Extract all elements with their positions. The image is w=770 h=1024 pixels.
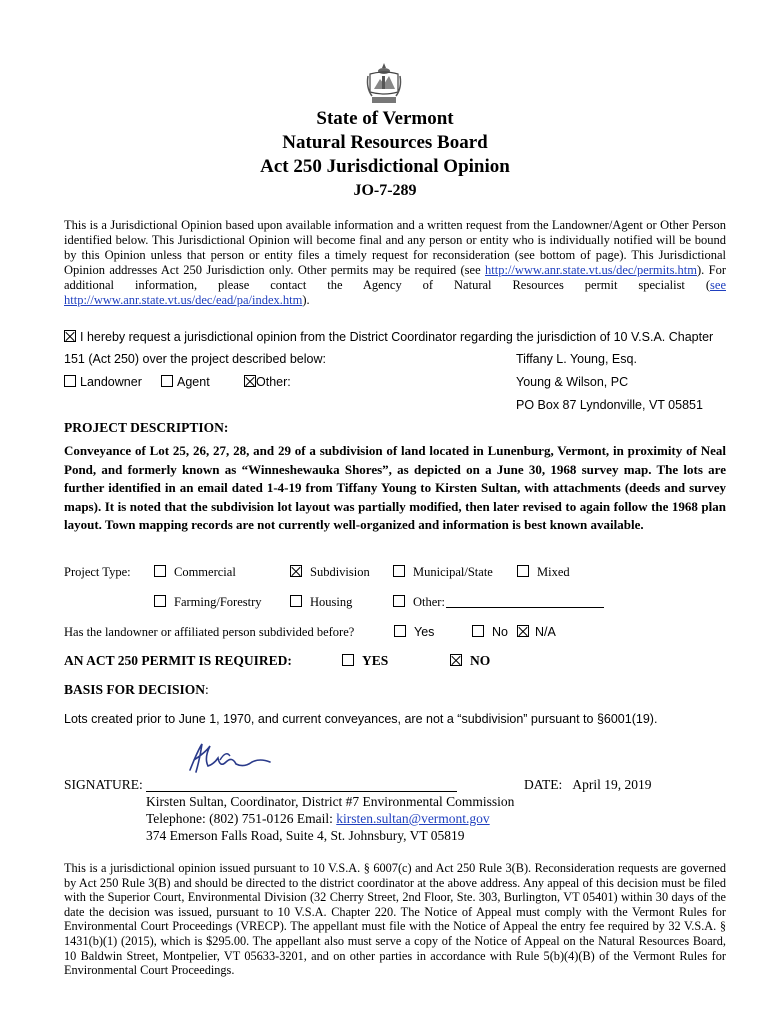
project-description: Conveyance of Lot 25, 26, 27, 28, and 29 of a subdivision of land located in Lunenburg, Vermont, in proximity of Neal Pond, and formerly known as “Winneshewauka Shores”, as depicted on a June 30, 1968 survey map. The lots are further identified in an email dated 1-4-19 from Tiffany Young to Kirsten Sultan, with attachments (deeds and survey maps). It is noted that the subdivision lot layout was partially modified, then later revised to again follow the 1968 plan layout. Town mapping records are not currently well-organized and information is best known available. [64, 443, 726, 532]
housing-label: Housing [310, 595, 353, 609]
opinion-number: JO-7-289 [353, 182, 417, 199]
office-address: 374 Emerson Falls Road, Suite 4, St. Johnsbury, VT 05819 [146, 828, 465, 843]
subdivided-na-label: N/A [535, 625, 556, 639]
farming-checkbox[interactable] [154, 595, 166, 607]
intro-text-a: This is a Jurisdictional Opinion based upon available information and a written request from the Landowner/Agent or Other Person identified below. This Jurisdictional Opinion will become final and any person or entity who is individually notified will be bound by this Opinion unless that person or entity files a timely request for reconsideration (see bottom of page). This Jurisdictional Opinion addresses Act 250 Jurisdiction only. Other permits may be required (see [64, 218, 726, 277]
type-subdivision[interactable] [290, 565, 370, 580]
permit-required-label: AN ACT 250 PERMIT IS REQUIRED: [64, 653, 292, 668]
email-link[interactable]: kirsten.sultan@vermont.gov [336, 811, 490, 826]
intro-text-b: ). For additional information, please contact the Agency of Natural Resources permit specialist ( [64, 263, 727, 292]
subdivided-yes-checkbox[interactable] [394, 625, 406, 637]
request-line-1 [64, 330, 713, 344]
other-type-checkbox[interactable] [393, 595, 405, 607]
type-mixed[interactable] [517, 565, 570, 580]
other-option[interactable] [244, 375, 291, 389]
subdivided-no[interactable] [472, 625, 508, 639]
other-checkbox[interactable] [244, 375, 256, 387]
subdivided-no-label: No [492, 625, 508, 639]
project-heading: PROJECT DESCRIPTION: [64, 420, 229, 435]
subdivided-no-checkbox[interactable] [472, 625, 484, 637]
agent-label: Agent [177, 375, 210, 389]
type-farming[interactable] [154, 595, 262, 610]
permit-no[interactable] [450, 653, 490, 669]
permit-yes-label: YES [362, 653, 389, 668]
subdivided-na-checkbox[interactable] [517, 625, 529, 637]
other-label: Other: [256, 375, 291, 389]
project-type-label: Project Type: [64, 565, 131, 579]
subdivided-na[interactable] [517, 625, 556, 639]
subdivision-label: Subdivision [310, 565, 370, 579]
signature-icon [180, 738, 280, 778]
landowner-label: Landowner [80, 375, 142, 389]
other-type-field[interactable] [446, 607, 604, 608]
requester-firm: Young & Wilson, PC [516, 375, 629, 389]
request-line-2: 151 (Act 250) over the project described below: [64, 352, 326, 366]
subdivision-checkbox[interactable] [290, 565, 302, 577]
subdivided-yes-label: Yes [414, 625, 435, 639]
subdivided-question: Has the landowner or affiliated person subdivided before? [64, 625, 355, 639]
basis-heading: BASIS FOR DECISION [64, 682, 206, 697]
request-checkbox[interactable] [64, 330, 76, 342]
mixed-label: Mixed [537, 565, 570, 579]
handwritten-signature [180, 738, 280, 778]
agent-checkbox[interactable] [161, 375, 173, 387]
basis-colon: : [205, 682, 209, 697]
requester-name: Tiffany L. Young, Esq. [516, 352, 637, 366]
basis-text: Lots created prior to June 1, 1970, and current conveyances, are not a “subdivision” pursuant to §6001(19). [64, 712, 658, 726]
permits-link[interactable]: http://www.anr.state.vt.us/dec/permits.htm [485, 263, 698, 277]
vermont-seal-icon [364, 62, 404, 106]
housing-checkbox[interactable] [290, 595, 302, 607]
requester-address: PO Box 87 Lyndonville, VT 05851 [516, 398, 703, 412]
mixed-checkbox[interactable] [517, 565, 529, 577]
intro-text-c: ). [302, 293, 310, 307]
landowner-checkbox[interactable] [64, 375, 76, 387]
vermont-seal [364, 62, 404, 106]
coordinator-name: Kirsten Sultan, Coordinator, District #7 Environmental Commission [146, 794, 515, 809]
phone-label: Telephone: (802) 751-0126 Email: [146, 811, 337, 826]
other-type-label: Other: [413, 595, 445, 609]
title-state: State of Vermont [316, 108, 454, 129]
type-other[interactable] [393, 595, 445, 610]
commercial-label: Commercial [174, 565, 236, 579]
permit-no-label: NO [470, 653, 491, 668]
title-act: Act 250 Jurisdictional Opinion [260, 156, 510, 177]
permit-yes[interactable] [342, 653, 388, 669]
type-commercial[interactable] [154, 565, 236, 580]
permit-specialist-see[interactable]: see [710, 278, 726, 292]
municipal-label: Municipal/State [413, 565, 493, 579]
signature-line [146, 791, 457, 792]
permit-yes-checkbox[interactable] [342, 654, 354, 666]
subdivided-yes[interactable] [394, 625, 434, 639]
signature-label: SIGNATURE: [64, 777, 143, 792]
date-row [524, 777, 652, 793]
title-board: Natural Resources Board [282, 132, 488, 153]
intro-paragraph [64, 218, 726, 308]
municipal-checkbox[interactable] [393, 565, 405, 577]
commercial-checkbox[interactable] [154, 565, 166, 577]
date-value: April 19, 2019 [572, 777, 652, 792]
type-housing[interactable] [290, 595, 352, 610]
contact-line [146, 811, 490, 827]
farming-label: Farming/Forestry [174, 595, 262, 609]
agent-option[interactable] [161, 375, 210, 389]
type-municipal[interactable] [393, 565, 493, 580]
footer-notice: This is a jurisdictional opinion issued pursuant to 10 V.S.A. § 6007(c) and Act 250 Rule 3(B). Reconsideration requests are governed by Act 250 Rule 3(B) and should be directed to the district coordinator at the above address. Any appeal of this decision must be filed with the Superior Court, Environmental Division (32 Cherry Street, 2nd Floor, Ste. 303, Burlington, VT 05401) within 30 days of the date the decision was issued, pursuant to 10 V.S.A. Chapter 220. The Notice of Appeal must comply with the Vermont Rules for Environmental Court Proceedings (VRECP). The appellant must file with the Notice of Appeal the entry fee required by 32 V.S.A. § 1431(b)(1) (2015), which is $295.00. The appellant also must serve a copy of the Notice of Appeal on the Natural Resources Board, 10 Baldwin Street, Montpelier, VT 05633-3201, and on other parties in accordance with Rule 5(b)(4)(B) of the Vermont Rules for Environmental Court Proceedings. [64, 861, 726, 978]
date-label: DATE: [524, 777, 563, 792]
basis-heading-line [64, 682, 209, 698]
permit-no-checkbox[interactable] [450, 654, 462, 666]
landowner-option[interactable] [64, 375, 142, 389]
permit-specialist-link[interactable]: http://www.anr.state.vt.us/dec/ead/pa/index.htm [64, 293, 303, 307]
request-text-1: I hereby request a jurisdictional opinion from the District Coordinator regarding the jurisdiction of 10 V.S.A. Chapter [80, 330, 714, 344]
